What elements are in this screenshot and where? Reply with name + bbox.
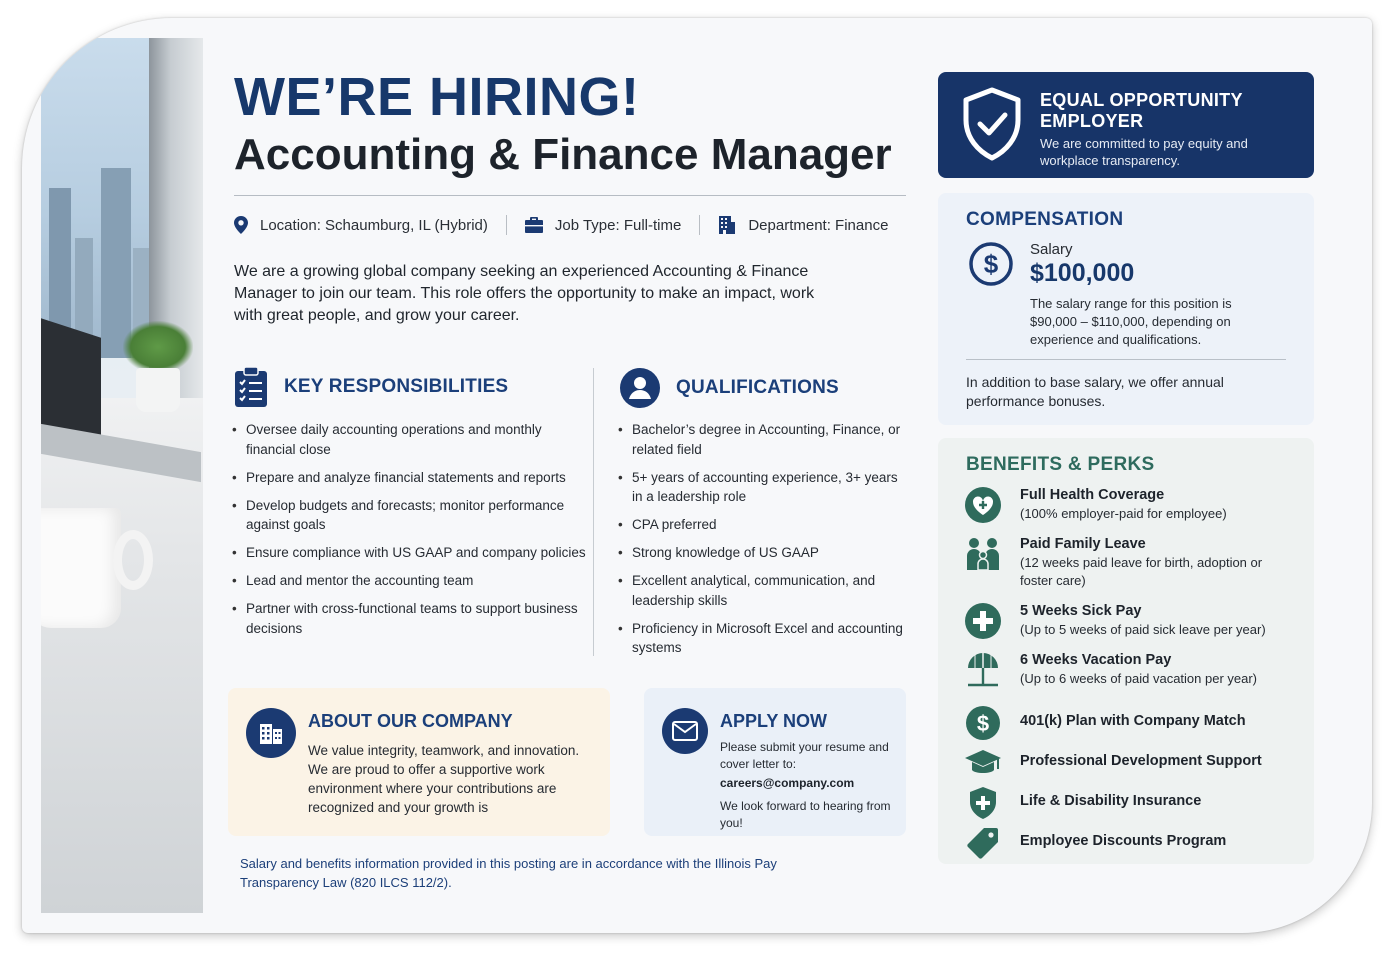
list-item: • Partner with cross-functional teams to support business decisions <box>232 599 592 638</box>
benefit-item <box>962 535 1290 590</box>
apply-instructions: Please submit your resume and cover letter to: <box>720 740 889 771</box>
list-item: • Ensure compliance with US GAAP and company policies <box>232 543 592 563</box>
benefit-name: Professional Development Support <box>1020 753 1262 769</box>
meta-department <box>718 216 888 234</box>
shield-plus-icon <box>962 784 1004 822</box>
salary-range: The salary range for this position is $90,000 – $110,000, depending on experience and qualifications. <box>1030 296 1232 347</box>
page-title: WE’RE HIRING! <box>234 67 640 127</box>
benefit-name: Full Health Coverage <box>1020 487 1165 503</box>
responsibilities-title: KEY RESPONSIBILITIES <box>284 376 509 397</box>
job-posting-card <box>22 18 1372 933</box>
benefits-box <box>938 438 1314 864</box>
beach-umbrella-icon <box>962 651 1004 689</box>
meta-separator <box>506 215 507 235</box>
benefit-desc: (12 weeks paid leave for birth, adoption or foster care) <box>1020 555 1263 588</box>
list-item: • Excellent analytical, communication, and leadership skills <box>618 571 908 610</box>
location-text: Location: Schaumburg, IL (Hybrid) <box>260 216 488 234</box>
intro-paragraph: We are a growing global company seeking an experienced Accounting & Finance Manager to join our team. This role offers the opportunity to make an impact, work with great people, and grow your career. <box>234 263 815 324</box>
briefcase-icon <box>525 217 543 233</box>
apply-text <box>720 739 902 832</box>
apply-email-link[interactable]: careers@company.com <box>720 776 855 790</box>
list-item: • Oversee daily accounting operations and monthly financial close <box>232 420 592 459</box>
list-item: • Strong knowledge of US GAAP <box>618 543 908 563</box>
building-icon <box>718 216 736 234</box>
job-type-text: Job Type: Full-time <box>554 216 682 234</box>
compensation-box <box>938 193 1314 425</box>
tag-icon <box>962 824 1004 862</box>
mail-icon <box>662 708 708 754</box>
list-item: • Prepare and analyze financial statements and reports <box>232 468 592 488</box>
clipboard-checklist-icon <box>234 367 268 407</box>
benefit-item <box>962 602 1266 640</box>
job-title: Accounting & Finance Manager <box>234 130 892 179</box>
salary-value: $100,000 <box>1030 259 1135 287</box>
dollar-icon <box>962 704 1004 742</box>
medical-cross-icon <box>962 602 1004 640</box>
svg-text:$: $ <box>976 711 990 736</box>
shield-check-icon <box>960 87 1024 161</box>
list-item: • Proficiency in Microsoft Excel and accounting systems <box>618 619 908 658</box>
list-item: • Develop budgets and forecasts; monitor performance against goals <box>232 496 592 535</box>
equal-opportunity-banner <box>938 72 1314 178</box>
svg-text:$: $ <box>983 249 999 279</box>
salary-label: Salary <box>1030 241 1073 258</box>
responsibilities-header <box>234 367 508 407</box>
benefit-desc: (Up to 5 weeks of paid sick leave per year) <box>1020 622 1266 637</box>
benefit-name: 401(k) Plan with Company Match <box>1020 713 1246 729</box>
eoe-subtitle: We are committed to pay equity and workplace transparency. <box>1040 136 1248 168</box>
meta-separator <box>699 215 700 235</box>
benefit-name: Paid Family Leave <box>1020 536 1146 552</box>
apply-now-box <box>644 688 906 836</box>
benefit-item <box>962 744 1262 782</box>
compensation-title: COMPENSATION <box>966 209 1124 230</box>
eoe-title: EQUAL OPPORTUNITY EMPLOYER <box>1040 90 1243 131</box>
qualifications-title: QUALIFICATIONS <box>676 377 839 398</box>
heart-plus-icon <box>962 486 1004 524</box>
list-item: • Bachelor’s degree in Accounting, Finance, or related field <box>618 420 908 459</box>
column-divider <box>593 368 594 656</box>
benefit-item <box>962 784 1201 822</box>
bonus-text: In addition to base salary, we offer annual performance bonuses. <box>966 374 1224 409</box>
benefit-desc: (100% employer-paid for employee) <box>1020 506 1227 521</box>
benefit-item <box>962 824 1226 862</box>
benefit-name: Life & Disability Insurance <box>1020 793 1202 809</box>
benefit-desc: (Up to 6 weeks of paid vacation per year) <box>1020 671 1258 686</box>
company-building-icon <box>246 708 296 758</box>
benefit-name: Employee Discounts Program <box>1020 833 1227 849</box>
qualifications-list <box>618 420 908 666</box>
dollar-circle-icon <box>968 241 1014 287</box>
qualifications-header <box>620 368 839 408</box>
location-pin-icon <box>234 216 248 234</box>
meta-location <box>234 216 488 234</box>
benefit-name: 5 Weeks Sick Pay <box>1020 603 1142 619</box>
divider <box>234 195 906 196</box>
list-item: • CPA preferred <box>618 515 908 535</box>
user-icon <box>620 368 660 408</box>
graduation-cap-icon <box>962 744 1004 782</box>
family-icon <box>962 535 1004 573</box>
about-company-box <box>228 688 610 836</box>
benefit-item <box>962 486 1227 524</box>
benefit-item <box>962 651 1257 689</box>
job-meta <box>234 212 888 238</box>
about-text: We value integrity, teamwork, and innovation. We are proud to offer a supportive work environment where your contributions are recognized and your growth is <box>308 743 580 815</box>
benefits-title: BENEFITS & PERKS <box>966 454 1155 475</box>
divider <box>966 359 1286 360</box>
meta-job-type <box>525 217 681 234</box>
department-text: Department: Finance <box>748 216 889 234</box>
legal-notice: Salary and benefits information provided in this posting are in accordance with the Illinois Pay Transparency Law (820 ILCS 112/2). <box>240 856 777 890</box>
apply-closing: We look forward to hearing from you! <box>720 799 891 830</box>
list-item: • 5+ years of accounting experience, 3+ years in a leadership role <box>618 468 908 507</box>
about-title: ABOUT OUR COMPANY <box>308 711 513 731</box>
responsibilities-list <box>232 420 592 647</box>
apply-title: APPLY NOW <box>720 711 828 731</box>
benefit-item <box>962 704 1246 742</box>
benefit-name: 6 Weeks Vacation Pay <box>1020 652 1172 668</box>
list-item: • Lead and mentor the accounting team <box>232 571 592 591</box>
office-photo <box>41 38 203 913</box>
